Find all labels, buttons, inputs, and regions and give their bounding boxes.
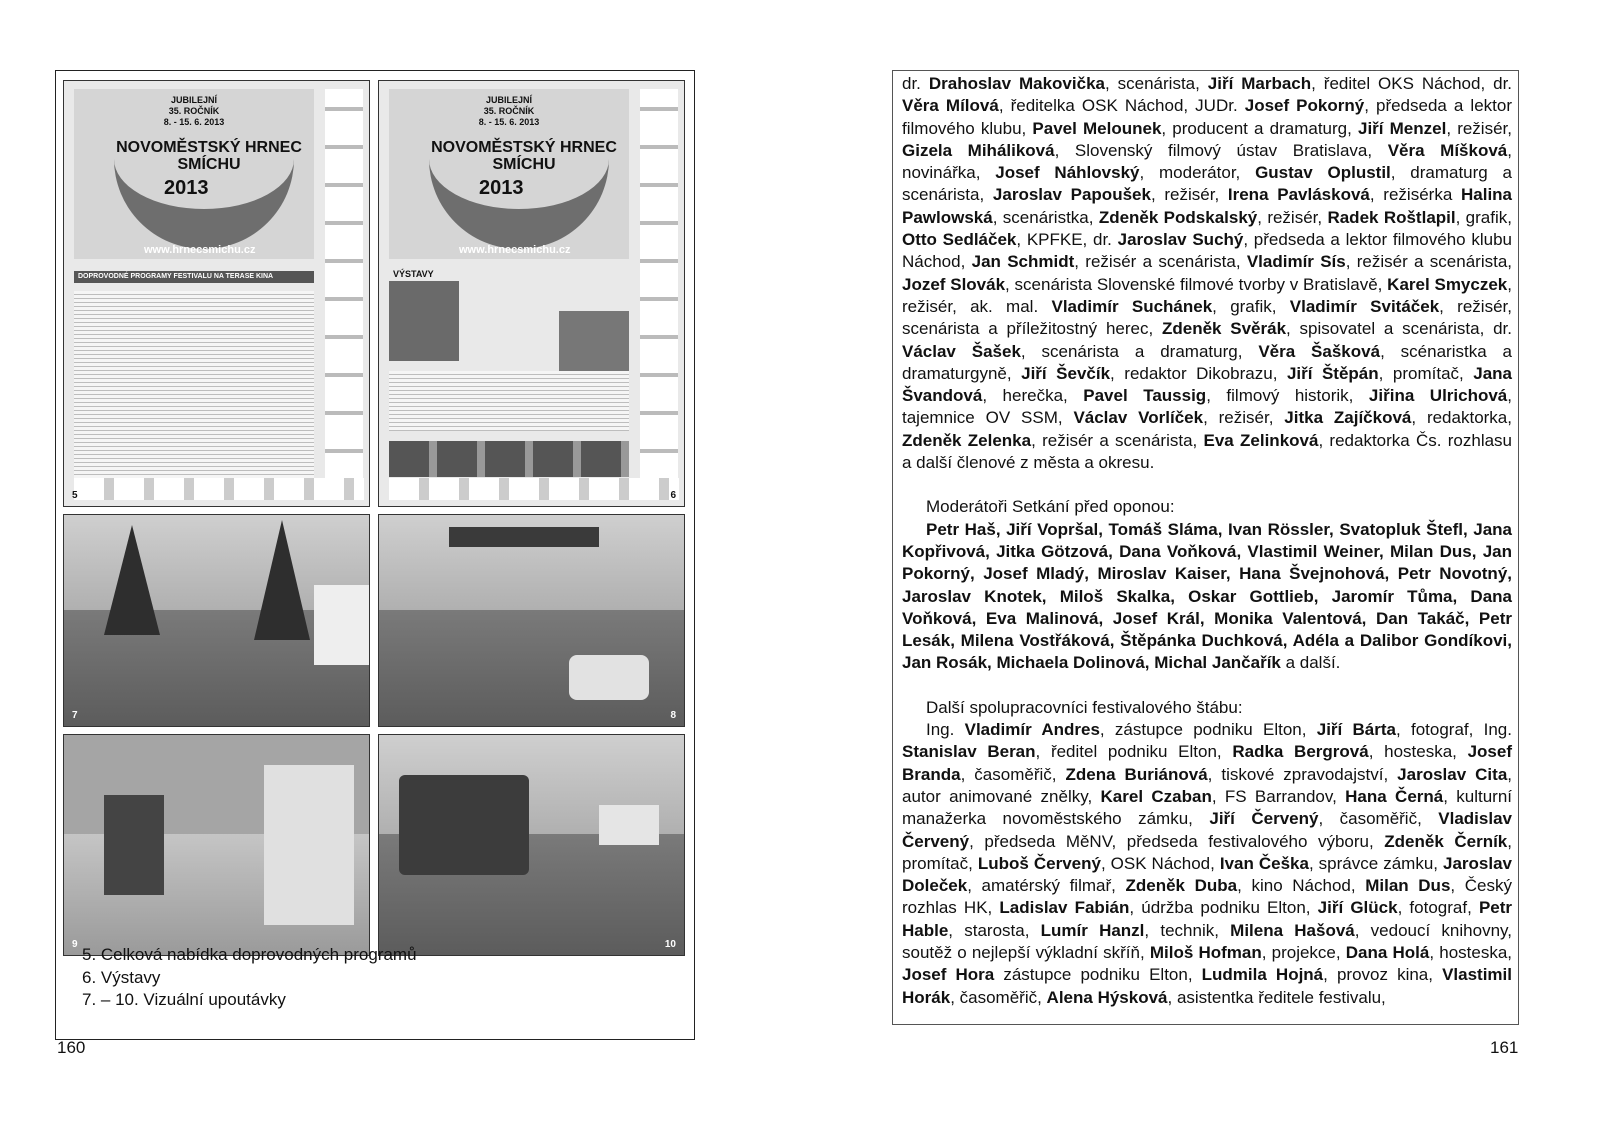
- credits-paragraph: dr. Drahoslav Makovička, scenárista, Jiří Marbach, ředitel OKS Náchod, dr. Věra Mílová, ředitelka OSK Náchod, JUDr. Josef Pokorný, předseda a lektor filmového klubu, Pavel Melounek, producent a dramaturg, Jiří Menzel, režisér, Gizela Miháliková, Slovenský filmový ústav Bratislava, Věra Míšková, novinářka, Josef Náhlovský, moderátor, Gustav Oplustil, dramaturg a scenárista, Jaroslav Papoušek, režisér, Irena Pavlásková, režisérka Halina Pawlowská, scenáristka, Zdeněk Podskalský, režisér, Radek Roštlapil, grafik, Otto Sedláček, KPFKE, dr. Jaroslav Suchý, předseda a lektor filmového klubu Náchod, Jan Schmidt, režisér a scenárista, Vladimír Sís, režisér a scenárista, Jozef Slovák, scenárista Slovenské filmové tvorby v Bratislavě, Karel Smyczek, režisér, ak. mal. Vladimír Suchánek, grafik, Vladimír Svitáček, režisér, scenárista a příležitostný herec, Zdeněk Svěrák, spisovatel a scenárista, dr. Václav Šašek, scenárista a dramaturg, Věra Šašková, scénaristka a dramaturgyně, Jiří Ševčík, redaktor Dikobrazu, Jiří Štěpán, promítač, Jana Švandová, herečka, Pavel Taussig, filmový historik, Jiřina Ulrichová, tajemnice OV SSM, Václav Vorlíček, režisér, Jitka Zajíčková, redaktorka, Zdeněk Zelenka, režisér a scenárista, Eva Zelinková, redaktorka Čs. rozhlasu a další členové z města a okresu.: [902, 74, 1513, 473]
- poster-web: www.hrnecsmichu.cz: [144, 244, 256, 256]
- poster-board: [264, 765, 354, 925]
- car: [569, 655, 649, 700]
- credits-text: [902, 73, 1512, 1009]
- poster-year: 2013: [479, 177, 524, 199]
- billboard: [314, 585, 370, 665]
- photo-9-sidewalk-posters: [63, 734, 370, 956]
- photo-number: 6: [670, 490, 676, 501]
- poster-jubilee: JUBILEJNÍ: [485, 95, 532, 105]
- moderators-list: Petr Haš, Jiří Vopršal, Tomáš Sláma, Ivan Rössler, Svatopluk Štefl, Jana Kopřivová, Jitka Götzová, Dana Voňková, Vlastimil Weiner, Milan Dus, Jan Pokorný, Josef Mladý, Miroslav Kaiser, Hana Švejnohová, Petr Novotný, Jaroslav Knotek, Miloš Skalka, Oskar Gottlieb, Jaromír Tůma, Dana Voňková, Eva Malinová, Josef Král, Monika Valentová, Dan Takáč, Petr Lesák, Milena Vostřáková, Štěpánka Duchková, Adéla a Dalibor Gondíkovi, Jan Rosák, Michaela Dolinová, Michal Jančařík a další.: [902, 519, 1512, 673]
- poster-year: 2013: [164, 177, 209, 199]
- poster-footer-logos: [74, 478, 364, 500]
- poster-exhibitions-heading: VÝSTAVY: [393, 269, 434, 279]
- sponsor-logos: [325, 89, 363, 489]
- caption: 5. Celková nabídka doprovodných programů: [82, 945, 417, 964]
- photo-number: 5: [72, 490, 78, 501]
- moderators-heading: Moderátoři Setkání před oponou:: [926, 497, 1175, 517]
- caption: 6. Výstavy: [82, 967, 161, 987]
- street-banner: [449, 527, 599, 547]
- photo-captions: [82, 944, 417, 1012]
- roadside-billboard: [599, 805, 659, 845]
- poster-smile-graphic: [429, 149, 609, 249]
- tree: [104, 525, 160, 635]
- pedestrians: [104, 795, 164, 895]
- poster-web: www.hrnecsmichu.cz: [459, 244, 571, 256]
- exhibition-collage: [389, 441, 629, 477]
- poster-header: [389, 89, 629, 259]
- van: [399, 775, 529, 875]
- photo-6-poster: [378, 80, 685, 507]
- poster-dates: 8. - 15. 6. 2013: [163, 117, 225, 127]
- poster-smile-graphic: [114, 149, 294, 249]
- photo-number: 7: [72, 710, 78, 721]
- photo-number: 8: [670, 710, 676, 721]
- page-number-left: 160: [57, 1038, 86, 1057]
- staff-list: Ing. Vladimír Andres, zástupce podniku Elton, Jiří Bárta, fotograf, Ing. Stanislav Beran, ředitel podniku Elton, Radka Bergrová, hosteska, Josef Branda, časoměřič, Zdena Buriánová, tiskové zpravodajství, Jaroslav Cita, autor animované znělky, Karel Czaban, FS Barrandov, Hana Černá, kulturní manažerka novoměstského zámku, Jiří Červený, časoměřič, Vladislav Červený, předseda MěNV, předseda festivalového výboru, Zdeněk Černík, promítač, Luboš Červený, OSK Náchod, Ivan Češka, správce zámku, Jaroslav Doleček, amatérský filmař, Zdeněk Duba, kino Náchod, Milan Dus, Český rozhlas HK, Ladislav Fabián, údržba podniku Elton, Jiří Glück, fotograf, Petr Hable, starosta, Lumír Hanzl, technik, Milena Hašová, vedoucí knihovny, soutěž o nejlepší výkladní skříň, Miloš Hofman, projekce, Dana Holá, hosteska, Josef Hora zástupce podniku Elton, Ludmila Hojná, provoz kina, Vlastimil Horák, časoměřič, Alena Hýsková, asistentka ředitele festivalu,: [902, 720, 1513, 1007]
- photo-5-poster: [63, 80, 370, 507]
- poster-header: [74, 89, 314, 259]
- photo-7-cinema-exterior: [63, 514, 370, 727]
- poster-jubilee: JUBILEJNÍ: [170, 95, 217, 105]
- photo-10-van-road: [378, 734, 685, 956]
- page-number-right: 161: [1490, 1038, 1519, 1057]
- poster-edition: 35. ROČNÍK: [168, 106, 220, 116]
- poster-edition: 35. ROČNÍK: [483, 106, 535, 116]
- photo-number: 9: [72, 939, 78, 950]
- poster-footer-logos: [389, 478, 679, 500]
- staff-heading: Další spolupracovníci festivalového štábu:: [926, 697, 1243, 717]
- poster-body-text: [389, 371, 629, 431]
- photo-8-street-banner: [378, 514, 685, 727]
- poster-dates: 8. - 15. 6. 2013: [478, 117, 540, 127]
- poster-body-text: [74, 291, 314, 481]
- poster-title: NOVOMĚSTSKÝ HRNEC SMÍCHU: [116, 139, 302, 173]
- exhibition-photo: [389, 281, 459, 361]
- tree: [254, 520, 310, 640]
- sponsor-logos: [640, 89, 678, 489]
- poster-title: NOVOMĚSTSKÝ HRNEC SMÍCHU: [431, 139, 617, 173]
- photo-number: 10: [664, 939, 676, 950]
- poster-programme-heading: DOPROVODNÉ PROGRAMY FESTIVALU NA TERASE KINA: [74, 271, 314, 283]
- caption: 7. – 10. Vizuální upoutávky: [82, 990, 286, 1009]
